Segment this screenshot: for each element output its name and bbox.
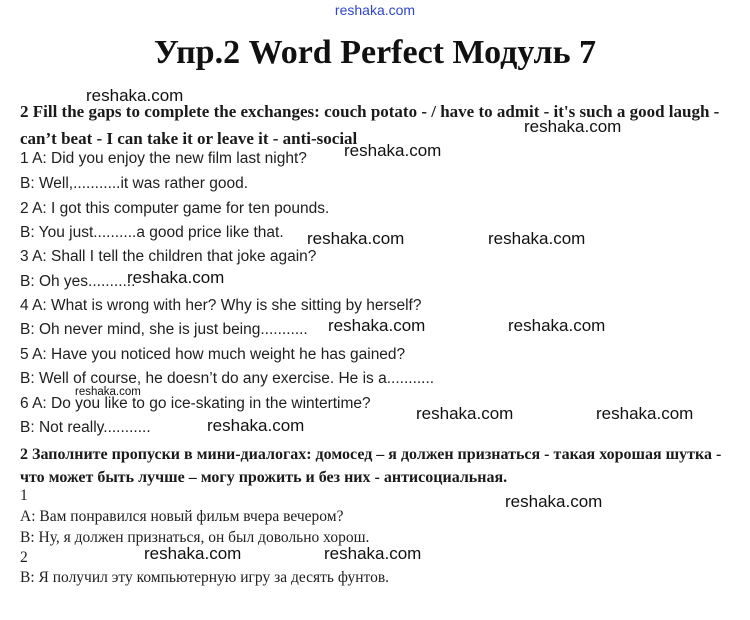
dialogue-line: 5 A: Have you noticed how much weight he has gained? xyxy=(20,346,406,363)
watermark: reshaka.com xyxy=(75,386,141,398)
watermark: reshaka.com xyxy=(324,544,422,563)
site-header-link[interactable]: reshaka.com xyxy=(334,2,416,18)
watermark: reshaka.com xyxy=(307,229,405,248)
watermark: reshaka.com xyxy=(596,404,694,423)
dialogue-line: 4 A: What is wrong with her? Why is she sitting by herself? xyxy=(20,297,422,314)
dialogue-line: B: Я получил эту компьютерную игру за десять фунтов. xyxy=(20,569,390,586)
watermark: reshaka.com xyxy=(508,316,606,335)
dialogue-line: B: Well of course, he doesn’t do any exercise. He is a........... xyxy=(20,370,435,387)
watermark: reshaka.com xyxy=(344,141,442,160)
russian-task-heading: 2 Заполните пропуски в мини-диалогах: домосед – я должен признаться - такая хорошая шутка - что может быть лучше – могу прожить и без них - антисоциальная. xyxy=(20,446,722,486)
dialogue-line: B: Not really........... xyxy=(20,419,151,436)
watermark: reshaka.com xyxy=(524,117,622,136)
dialogue-line: B: Oh yes........... xyxy=(20,273,136,290)
dialogue-line: B: Oh never mind, she is just being........... xyxy=(20,321,308,338)
watermark: reshaka.com xyxy=(127,268,225,287)
watermark: reshaka.com xyxy=(144,544,242,563)
dialogue-line: A: Вам понравился новый фильм вчера вечером? xyxy=(20,508,344,525)
dialogue-line: B: You just..........a good price like that. xyxy=(20,224,284,241)
dialogue-line: 1 A: Did you enjoy the new film last night? xyxy=(20,150,307,167)
dialogue-line: 6 A: Do you like to go ice-skating in the wintertime? xyxy=(20,395,371,412)
watermark: reshaka.com xyxy=(328,316,426,335)
watermark: reshaka.com xyxy=(416,404,514,423)
dialogue-number: 1 xyxy=(20,487,28,504)
dialogue-line: 3 A: Shall I tell the children that joke again? xyxy=(20,248,317,265)
dialogue-line: B: Ну, я должен признаться, он был довольно хорош. xyxy=(20,529,370,546)
watermark: reshaka.com xyxy=(505,492,603,511)
watermark: reshaka.com xyxy=(207,416,305,435)
dialogue-line: 2 A: I got this computer game for ten pounds. xyxy=(20,200,330,217)
dialogue-line: B: Well,...........it was rather good. xyxy=(20,175,248,192)
watermark: reshaka.com xyxy=(86,86,184,105)
dialogue-number: 2 xyxy=(20,549,28,566)
page-title: Упр.2 Word Perfect Модуль 7 xyxy=(153,34,597,71)
watermark: reshaka.com xyxy=(488,229,586,248)
task-heading: 2 Fill the gaps to complete the exchanges: couch potato - / have to admit - it's such a good laugh -can’t beat - I can take it or leave it - anti-social xyxy=(20,102,720,148)
